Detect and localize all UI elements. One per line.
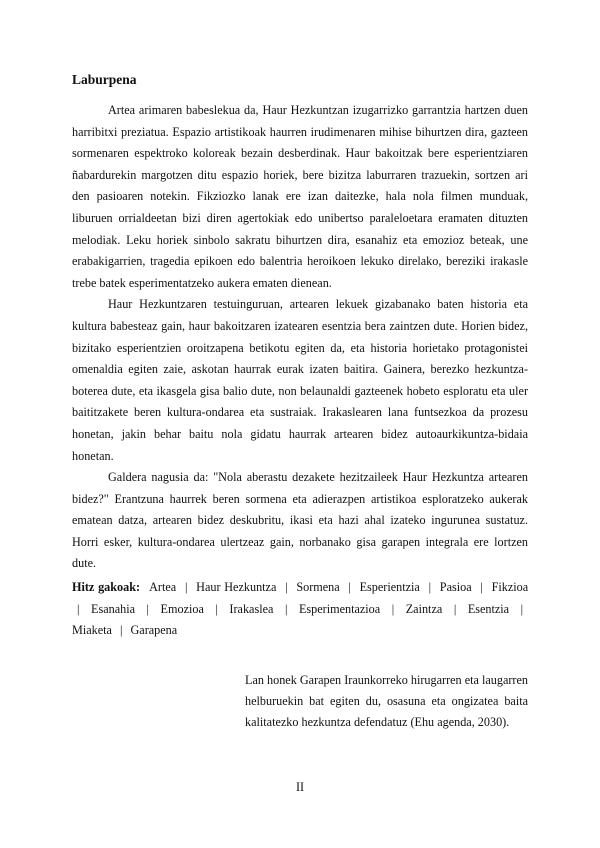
keyword: Emozioa — [160, 601, 204, 616]
keyword: Haur Hezkuntza — [196, 580, 277, 594]
keyword-separator: | — [184, 580, 188, 594]
abstract-body — [72, 100, 528, 575]
page-number: II — [295, 780, 305, 794]
keyword: Miaketa — [72, 623, 112, 637]
keyword: Esperimentazioa — [298, 601, 381, 616]
keyword-separator: | — [284, 601, 288, 616]
paragraph: Haur Hezkuntzaren testuinguruan, artearen lekuek gizabanako baten historia eta kultura babesteaz gain, haur bakoitzaren izatearen esentzia bera zaintzen dute. Horien bidez, bizitako esperientzien oroitzapena betikotu egiten da, eta historia horietako protagonistei omenaldia egiten zaie, askotan haurrak eurak izaten baitira. Gainera, berezko hezkuntza-boterea dute, eta ikasgela gisa balio dute, non belaunaldi gazteenek hobeto esploratu eta uler baititzakete beren kultura-ondarea eta sustraiak. Irakaslearen lana funtsezkoa da prozesu honetan, jakin behar baitu nola gidatu haurrak artearen bidez autoaurkikuntza-bidaia honetan. — [72, 297, 528, 463]
keyword-separator: | — [119, 623, 123, 637]
keyword: Pasioa — [439, 580, 472, 594]
keyword-separator: | — [480, 580, 483, 594]
keyword: Fikzioa — [491, 580, 529, 594]
keyword-separator: | — [453, 601, 457, 616]
paragraph: Galdera nagusia da: "Nola aberastu dezakete hezitzaileek Haur Hezkuntza artearen bidez?" Erantzuna haurrek beren sormena eta adierazpen artistikoa esploratzeko aukerak ematean datza, artearen bidez deskubritu, ikasi eta hazi ahal izateko ingurunea sustatuz. Horri esker, kultura-ondarea ulertzeaz gain, norbanako gisa garapen integrala ere lortzen dute. — [72, 470, 528, 571]
keyword: Esentzia — [467, 601, 510, 616]
keywords-label: Hitz gakoak: — [72, 580, 141, 594]
keyword-separator: | — [428, 580, 432, 594]
keyword: Irakaslea — [229, 601, 274, 616]
keyword: Artea — [149, 580, 177, 594]
keywords — [72, 577, 528, 642]
page-title: Laburpena — [72, 72, 137, 87]
keyword-separator: | — [348, 580, 351, 594]
sdg-note: Lan honek Garapen Iraunkorreko hirugarren eta laugarren helburuekin bat egiten du, osasuna eta ongizatea baita kalitatezko hezkuntza defendatuz (Ehu agenda, 2030). — [245, 673, 528, 729]
keyword-separator: | — [215, 601, 218, 616]
keyword: Esanahia — [91, 601, 135, 616]
keyword-separator: | — [77, 601, 80, 616]
keyword: Sormena — [296, 580, 340, 594]
paragraph: Artea arimaren babeslekua da, Haur Hezkuntzan izugarrizko garrantzia hartzen duen harribitxi preziatua. Espazio artistikoak haurren irudimenaren mihise bihurtzen dira, gazteen sormenaren espektroko koloreak bezain desberdinak. Haur bakoitzak bere esperientziaren ñabardurekin margotzen ditu espazio horiek, bere bizitza laburraren trazuekin, sortzen ari den pasioaren notekin. Fikziozko lanak ere izan daitezke, hala nola filmen munduak, liburuen orrialdeetan bizi diren agertokiak edo unibertso paraleloetara eramaten dituzten melodiak. Leku horiek sinbolo sakratu bihurtzen dira, esanahiz eta emozioz beteak, une erabakigarrien, tragedia epikoen edo balentria heroikoen lekuko direlako, bereziki irakasle trebe batek esperimentatzeko aukera ematen dienean. — [72, 103, 528, 290]
keyword: Zaintza — [405, 601, 443, 616]
keyword-separator: | — [285, 580, 288, 594]
keyword-separator: | — [391, 601, 395, 616]
keyword: Garapena — [130, 623, 178, 637]
keyword-separator: | — [520, 601, 524, 616]
keyword-separator: | — [146, 601, 149, 616]
keyword: Esperientzia — [359, 580, 420, 594]
